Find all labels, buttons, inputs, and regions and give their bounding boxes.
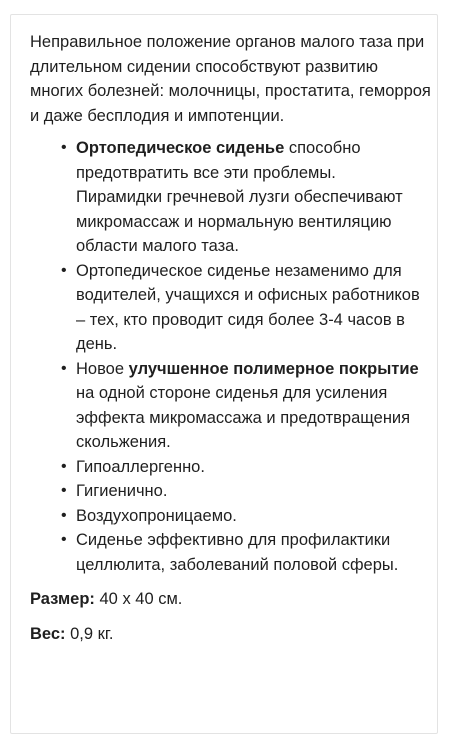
spec-value: 40 х 40 см. bbox=[94, 590, 183, 608]
bullet-icon: • bbox=[61, 531, 67, 548]
bullet-icon: • bbox=[61, 359, 67, 377]
list-item bbox=[61, 259, 426, 357]
spec-size bbox=[30, 587, 435, 612]
feature-text: Гипоаллергенно. bbox=[76, 457, 205, 476]
spec-label: Вес: bbox=[30, 624, 66, 643]
feature-list bbox=[30, 136, 435, 577]
list-item bbox=[61, 479, 426, 504]
feature-text: Гигиенично. bbox=[76, 482, 168, 500]
feature-text: на одной стороне сиденья для усиления эффекта микромассажа и предотвращения скольжения. bbox=[76, 384, 411, 451]
feature-text: способно предотвратить все эти проблемы. Пирамидки гречневой лузги обеспечивают микромассаж и нормальную вентиляцию области малого таза. bbox=[76, 139, 403, 255]
feature-bold-text: Ортопедическое сиденье bbox=[76, 139, 285, 157]
intro-paragraph: Неправильное положение органов малого таза при длительном сидении способствуют развитию многих болезней: молочницы, простатита, геморроя и даже бесплодия и импотенции. bbox=[30, 33, 431, 125]
spec-weight bbox=[30, 622, 435, 647]
bullet-icon: • bbox=[61, 482, 67, 499]
feature-prefix: Новое bbox=[76, 359, 129, 378]
feature-bold-text: улучшенное полимерное покрытие bbox=[128, 359, 419, 378]
feature-text: Сиденье эффективно для профилактики целлюлита, заболеваний половой сферы. bbox=[76, 531, 399, 574]
list-item bbox=[61, 504, 426, 529]
bullet-icon: • bbox=[61, 139, 67, 156]
spec-label: Размер: bbox=[30, 590, 95, 608]
product-description bbox=[30, 30, 435, 646]
list-item bbox=[61, 357, 426, 455]
list-item bbox=[61, 455, 426, 480]
feature-text: Воздухопроницаемо. bbox=[76, 506, 237, 525]
bullet-icon: • bbox=[61, 457, 67, 475]
list-item bbox=[61, 528, 426, 577]
feature-text: Ортопедическое сиденье незаменимо для водителей, учащихся и офисных работников – тех, кто проводит сидя более 3-4 часов в день. bbox=[76, 261, 420, 353]
bullet-icon: • bbox=[61, 261, 67, 279]
spec-value: 0,9 кг. bbox=[65, 624, 114, 643]
bullet-icon: • bbox=[61, 506, 67, 524]
list-item bbox=[61, 136, 426, 259]
